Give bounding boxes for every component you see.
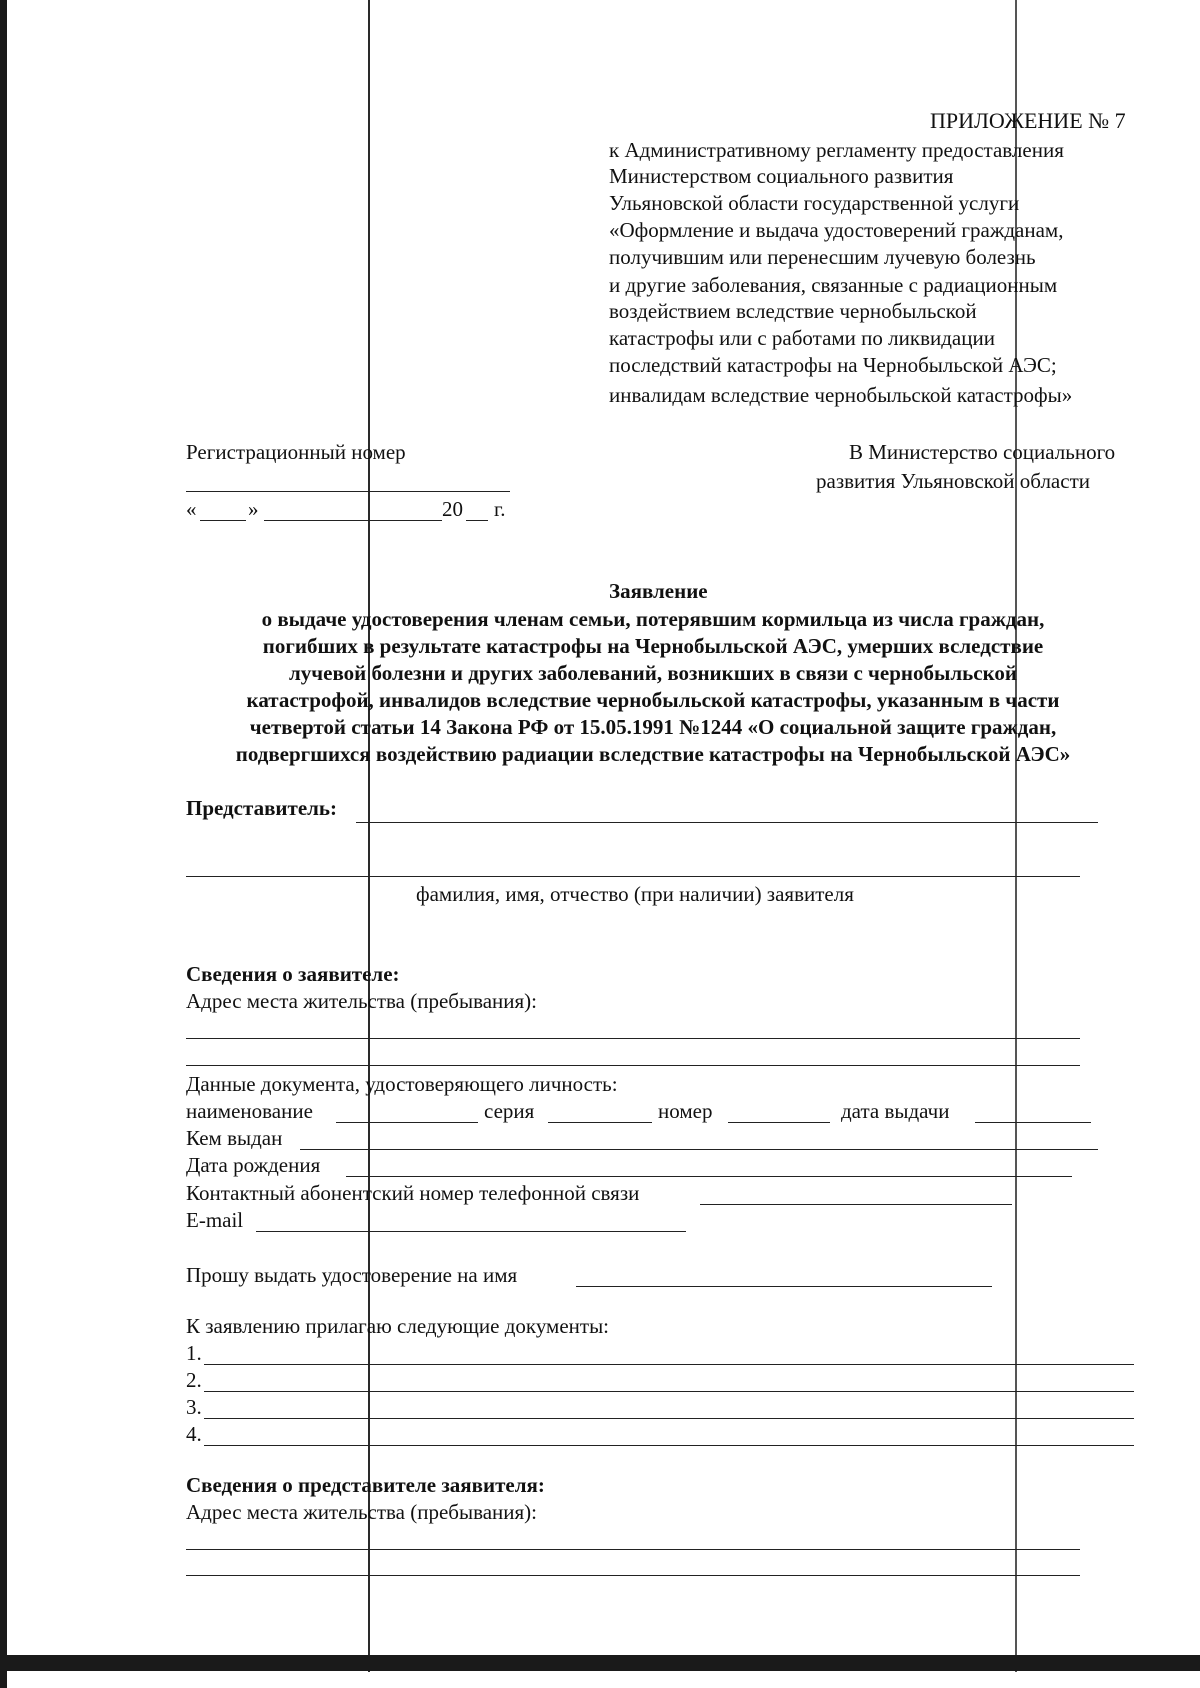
id-series-field[interactable] <box>548 1122 652 1123</box>
fold-line-left <box>368 0 370 1672</box>
addressee-line: развития Ульяновской области <box>816 469 1090 493</box>
date-day-field[interactable] <box>200 520 246 521</box>
applicant-heading: Сведения о заявителе: <box>186 962 400 986</box>
date-open-quote: « <box>186 497 197 521</box>
subject-line: погибших в результате катастрофы на Чернобыльской АЭС, умерших вследствие <box>262 634 1044 658</box>
id-number-field[interactable] <box>728 1122 830 1123</box>
attachment-number: 4. <box>186 1422 202 1446</box>
issued-by-label: Кем выдан <box>186 1126 283 1150</box>
id-name-field[interactable] <box>336 1122 478 1123</box>
id-issue-date-field[interactable] <box>975 1122 1091 1123</box>
birth-date-field[interactable] <box>346 1176 1072 1177</box>
registration-number-field[interactable] <box>186 491 510 492</box>
year-prefix: 20 <box>442 497 463 521</box>
appendix-line: воздействием вследствие чернобыльской <box>609 299 977 323</box>
request-name-field[interactable] <box>576 1286 992 1287</box>
appendix-line: и другие заболевания, связанные с радиационным <box>609 273 1058 297</box>
subject-line: катастрофой, инвалидов вследствие чернобыльской катастрофы, указанным в части <box>246 688 1060 712</box>
appendix-line: получившим или перенесшим лучевую болезнь <box>609 245 1036 269</box>
appendix-line: к Административному регламенту предоставления <box>609 138 1064 162</box>
phone-field[interactable] <box>700 1204 1012 1205</box>
subject-line: о выдаче удостоверения членам семьи, потерявшим кормильца из числа граждан, <box>261 607 1045 631</box>
attachment-number: 2. <box>186 1368 202 1392</box>
scan-bottom-edge <box>0 1655 1200 1671</box>
appendix-line: инвалидам вследствие чернобыльской катастрофы» <box>609 383 1073 407</box>
applicant-address-field-line2[interactable] <box>186 1065 1080 1066</box>
id-number-label: номер <box>658 1099 713 1123</box>
appendix-line: катастрофы или с работами по ликвидации <box>609 326 995 350</box>
registration-label: Регистрационный номер <box>186 440 406 464</box>
phone-label: Контактный абонентский номер телефонной связи <box>186 1181 640 1205</box>
request-label: Прошу выдать удостоверение на имя <box>186 1263 518 1287</box>
applicant-address-field[interactable] <box>186 1038 1080 1039</box>
year-suffix: г. <box>494 497 506 521</box>
subject-line: лучевой болезни и других заболеваний, возникших в связи с чернобыльской <box>289 661 1017 685</box>
document-heading: Заявление <box>609 579 708 603</box>
date-year-field[interactable] <box>466 520 488 521</box>
subject-line: четвертой статьи 14 Закона РФ от 15.05.1991 №1244 «О социальной защите граждан, <box>249 715 1057 739</box>
representative-field[interactable] <box>356 822 1098 823</box>
rep-info-heading: Сведения о представителе заявителя: <box>186 1473 545 1497</box>
representative-label: Представитель: <box>186 796 338 820</box>
applicant-address-label: Адрес места жительства (пребывания): <box>186 989 538 1013</box>
rep-address-field[interactable] <box>186 1549 1080 1550</box>
email-label: E-mail <box>186 1208 244 1232</box>
attachment-field[interactable] <box>204 1445 1134 1446</box>
id-document-label: Данные документа, удостоверяющего личность: <box>186 1072 618 1096</box>
rep-address-label: Адрес места жительства (пребывания): <box>186 1500 538 1524</box>
attachment-field[interactable] <box>204 1391 1134 1392</box>
appendix-title: ПРИЛОЖЕНИЕ № 7 <box>930 108 1126 133</box>
addressee-line: В Министерство социального <box>849 440 1116 464</box>
attachments-label: К заявлению прилагаю следующие документы: <box>186 1314 610 1338</box>
scan-left-edge <box>0 0 7 1688</box>
attachment-field[interactable] <box>204 1418 1134 1419</box>
attachment-number: 1. <box>186 1341 202 1365</box>
date-close-quote: » <box>248 497 259 521</box>
representative-field-line2[interactable] <box>186 876 1080 877</box>
issued-by-field[interactable] <box>300 1149 1098 1150</box>
appendix-line: Ульяновской области государственной услуги <box>609 191 1020 215</box>
id-issue-date-label: дата выдачи <box>841 1099 950 1123</box>
attachment-number: 3. <box>186 1395 202 1419</box>
appendix-line: «Оформление и выдача удостоверений гражданам, <box>609 218 1064 242</box>
appendix-line: Министерством социального развития <box>609 164 954 188</box>
email-field[interactable] <box>256 1231 686 1232</box>
id-series-label: серия <box>484 1099 535 1123</box>
id-name-label: наименование <box>186 1099 313 1123</box>
subject-line: подвергшихся воздействию радиации вследствие катастрофы на Чернобыльской АЭС» <box>235 742 1071 766</box>
representative-caption: фамилия, имя, отчество (при наличии) заявителя <box>416 882 854 906</box>
appendix-line: последствий катастрофы на Чернобыльской АЭС; <box>609 353 1057 377</box>
birth-date-label: Дата рождения <box>186 1153 321 1177</box>
rep-address-field-line2[interactable] <box>186 1575 1080 1576</box>
attachment-field[interactable] <box>204 1364 1134 1365</box>
date-month-field[interactable] <box>264 520 442 521</box>
